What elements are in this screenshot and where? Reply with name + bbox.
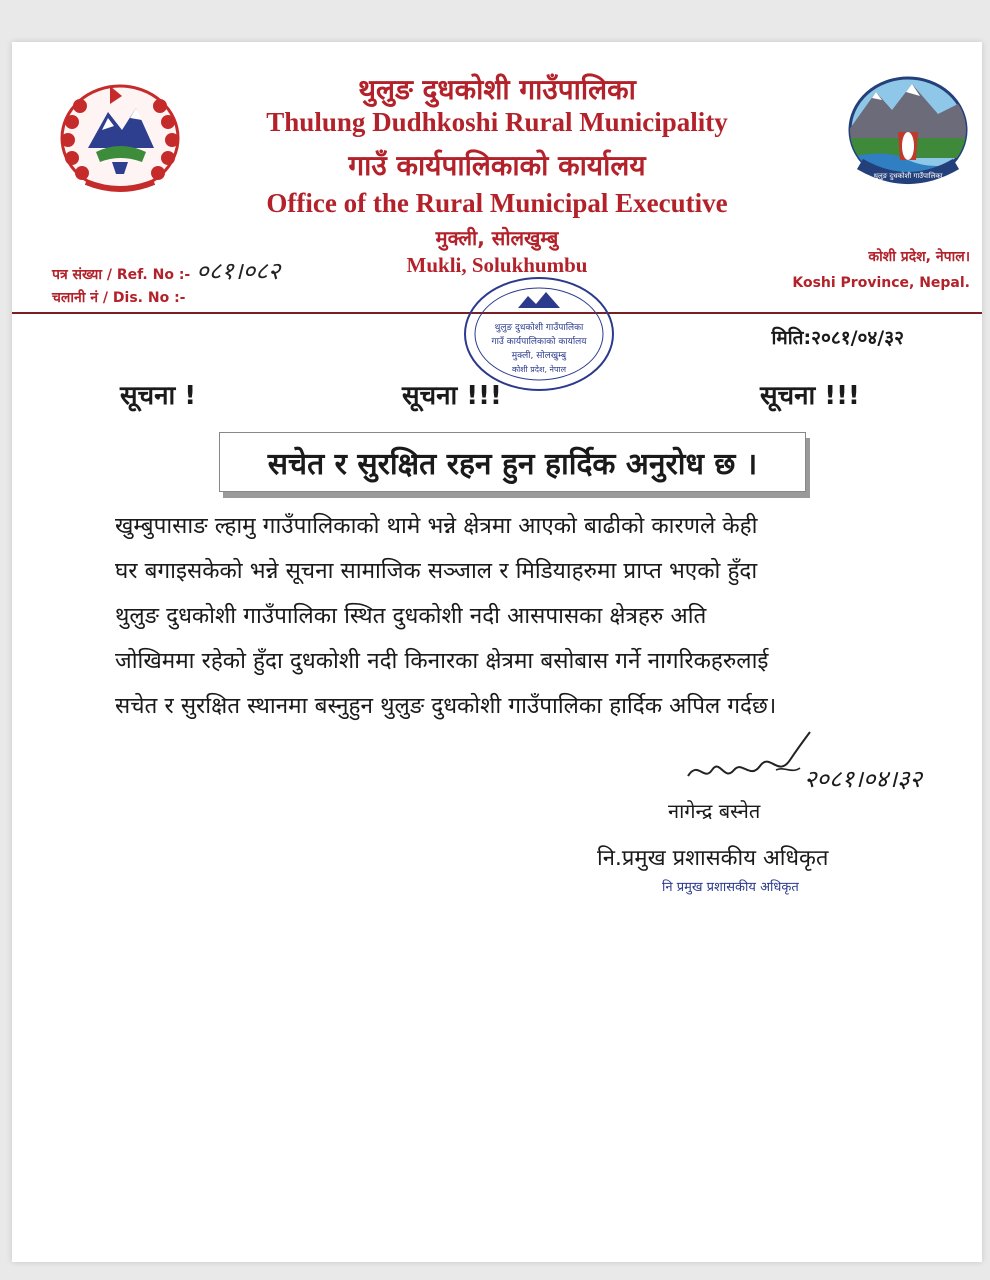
municipality-name-np: थुलुङ दुधकोशी गाउँपालिका [358, 73, 636, 106]
letter-date: मिति:२०८१/०४/३२ [771, 327, 904, 349]
office-name-np: गाउँ कार्यपालिकाको कार्यालय [348, 149, 646, 182]
subject-text: सचेत र सुरक्षित रहन हुन हार्दिक अनुरोध छ । [267, 446, 758, 482]
dispatch-number-label: चलानी नं / Dis. No :- [52, 290, 186, 306]
subject-box [219, 432, 806, 492]
stamp-line-2: गाउँ कार्यपालिकाको कार्यालय [491, 337, 587, 347]
logo-banner-text: थुलुङ दुधकोशी गाउँपालिका [873, 172, 943, 180]
address-np: मुक्ली, सोलखुम्बु [435, 226, 559, 250]
body-line: सचेत र सुरक्षित स्थानमा बस्नुहुन थुलुङ दुधकोशी गाउँपालिका हार्दिक अपिल गर्दछ। [115, 693, 777, 719]
province-np: कोशी प्रदेश, नेपाल। [868, 249, 970, 265]
notice-heading-left: सूचना ! [120, 381, 197, 411]
body-line: जोखिममा रहेको हुँदा दुधकोशी नदी किनारका क्षेत्रमा बसोबास गर्ने नागरिकहरुलाई [115, 648, 769, 674]
province-en: Koshi Province, Nepal. [792, 275, 970, 291]
ref-number-row [52, 254, 280, 287]
notice-body [115, 504, 915, 729]
address-en: Mukli, Solukhumbu [406, 253, 588, 277]
body-line: घर बगाइसकेको भन्ने सूचना सामाजिक सञ्जाल र मिडियाहरुमा प्राप्त भएको हुँदा [115, 558, 758, 584]
signatory-title: नि.प्रमुख प्रशासकीय अधिकृत [597, 846, 829, 871]
signatory-title-stamp: नि प्रमुख प्रशासकीय अधिकृत [662, 880, 799, 895]
signatory-name: नागेन्द्र बस्नेत [668, 799, 761, 823]
body-line: थुलुङ दुधकोशी गाउँपालिका स्थित दुधकोशी नदी आसपासका क्षेत्रहरु अति [115, 603, 707, 629]
signature-date: २०८१।०४।३२ [804, 765, 923, 793]
notice-heading-center: सूचना !!! [402, 381, 502, 411]
ref-value: ०८१।०८२ [196, 257, 281, 285]
ref-label: पत्र संख्या / Ref. No :- [52, 267, 191, 283]
stamp-line-4: कोशी प्रदेश, नेपाल [511, 365, 567, 374]
stamp-line-3: मुक्ली, सोलखुम्बु [511, 351, 567, 361]
office-name-en: Office of the Rural Municipal Executive [266, 188, 728, 218]
body-line: खुम्बुपासाङ ल्हामु गाउँपालिकाको थामे भन्ने क्षेत्रमा आएको बाढीको कारणले केही [115, 513, 758, 539]
letter-page [12, 42, 982, 1262]
notice-heading-right: सूचना !!! [760, 381, 860, 411]
stamp-line-1: थुलुङ दुधकोशी गाउँपालिका [494, 323, 584, 333]
municipality-name-en: Thulung Dudhkoshi Rural Municipality [266, 107, 728, 137]
